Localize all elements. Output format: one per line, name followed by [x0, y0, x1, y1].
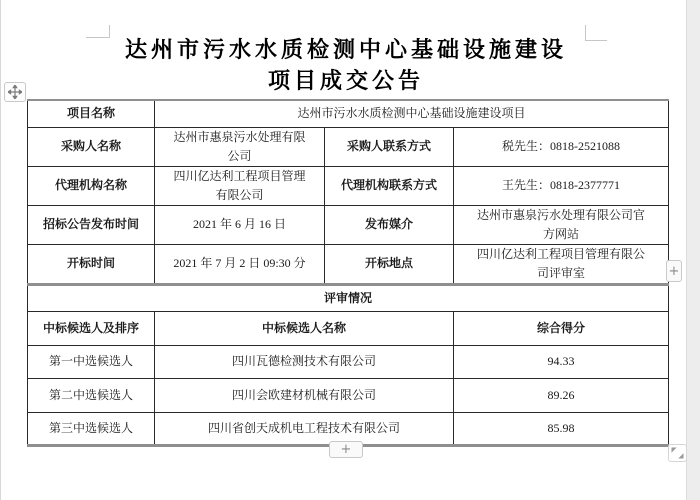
- column-header: 中标候选人及排序: [28, 311, 155, 345]
- table-row: [28, 378, 669, 412]
- row-value: 2021 年 6 月 16 日: [155, 205, 325, 244]
- row-label: 采购人联系方式: [325, 127, 454, 166]
- review-section-header: 评审情况: [28, 284, 669, 311]
- row-label: 发布媒介: [325, 205, 454, 244]
- row-value: 达州市惠泉污水处理有限公司: [155, 127, 325, 166]
- table-row: [28, 127, 669, 166]
- row-label: 招标公告发布时间: [28, 205, 155, 244]
- table-row: [28, 166, 669, 205]
- plus-icon: +: [668, 263, 680, 279]
- page-title: [0, 35, 692, 97]
- row-label: 项目名称: [28, 100, 155, 127]
- table-move-handle[interactable]: [4, 82, 26, 102]
- row-value: 四川亿达利工程项目管理有限公司评审室: [454, 244, 669, 284]
- table-row: [28, 284, 669, 311]
- row-value: 达州市惠泉污水处理有限公司官方网站: [454, 205, 669, 244]
- row-value: 2021 年 7 月 2 日 09:30 分: [155, 244, 325, 284]
- table-row: [28, 244, 669, 284]
- candidate-name: 四川会欧建材机械有限公司: [155, 378, 454, 412]
- candidate-rank: 第三中选候选人: [28, 412, 155, 445]
- four-direction-arrows-icon: [8, 85, 22, 99]
- row-value: 达州市污水水质检测中心基础设施建设项目: [155, 100, 669, 127]
- add-column-button[interactable]: [666, 260, 682, 282]
- announcement-table: [27, 99, 669, 447]
- table-resize-handle[interactable]: [668, 444, 687, 462]
- row-label: 开标时间: [28, 244, 155, 284]
- row-label: 开标地点: [325, 244, 454, 284]
- candidate-rank: 第一中选候选人: [28, 345, 155, 378]
- row-value: 四川亿达利工程项目管理有限公司: [155, 166, 325, 205]
- candidate-name: 四川省创天成机电工程技术有限公司: [155, 412, 454, 445]
- table-row: [28, 205, 669, 244]
- candidate-score: 94.33: [454, 345, 669, 378]
- page-title-line2: 项目成交公告: [267, 69, 424, 94]
- candidate-rank: 第二中选候选人: [28, 378, 155, 412]
- row-label: 代理机构联系方式: [325, 166, 454, 205]
- row-label: 代理机构名称: [28, 166, 155, 205]
- row-value: 王先生：0818-2377771: [454, 166, 669, 205]
- diagonal-resize-icon: [671, 447, 684, 459]
- row-value: 税先生：0818-2521088: [454, 127, 669, 166]
- table-row: [28, 345, 669, 378]
- column-header: 中标候选人名称: [155, 311, 454, 345]
- plus-icon: +: [340, 442, 352, 457]
- candidate-score: 85.98: [454, 412, 669, 445]
- candidate-score: 89.26: [454, 378, 669, 412]
- table-header-row: [28, 311, 669, 345]
- add-row-button[interactable]: [329, 441, 363, 458]
- row-label: 采购人名称: [28, 127, 155, 166]
- page-title-line1: 达州市污水水质检测中心基础设施建设: [124, 38, 567, 63]
- table-row: [28, 100, 669, 127]
- column-header: 综合得分: [454, 311, 669, 345]
- candidate-name: 四川瓦德检测技术有限公司: [155, 345, 454, 378]
